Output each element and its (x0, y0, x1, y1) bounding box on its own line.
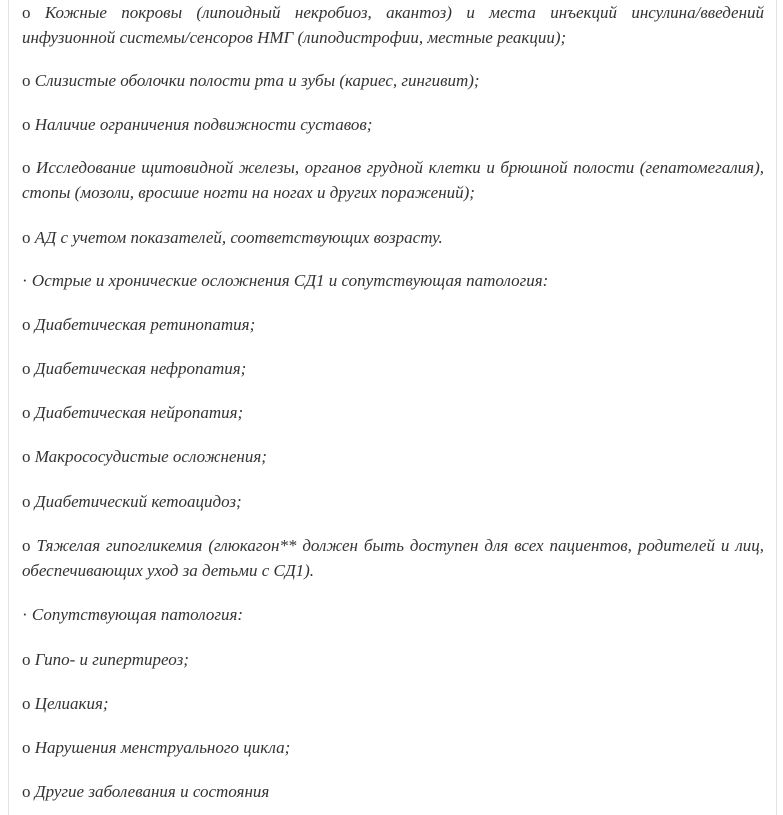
list-marker: o (22, 650, 31, 669)
list-item (22, 400, 764, 425)
list-item (22, 225, 764, 250)
list-item-text: АД с учетом показателей, соответствующих возрасту. (34, 228, 443, 247)
list-marker: o (22, 115, 31, 134)
list-item (22, 779, 764, 804)
list-item (22, 489, 764, 514)
section-heading-text: Острые и хронические осложнения СД1 и сопутствующая патология: (31, 271, 549, 290)
list-item-text: Макрососудистые осложнения; (34, 447, 267, 466)
list-marker: o (22, 492, 31, 511)
list-item-text: Слизистые оболочки полости рта и зубы (кариес, гингивит); (34, 71, 480, 90)
list-item-text: Диабетическая ретинопатия; (34, 315, 256, 334)
section-heading (22, 268, 764, 293)
list-marker: o (22, 782, 31, 801)
list-item (22, 691, 764, 716)
section-heading (22, 602, 764, 627)
list-item (22, 444, 764, 469)
list-item-text: Диабетическая нефропатия; (34, 359, 247, 378)
list-item-text: Тяжелая гипогликемия (глюкагон** должен быть доступен для всех пациентов, родителей и лиц, обеспечивающих уход за детьми с СД1). (22, 536, 764, 580)
list-item (22, 68, 764, 93)
list-item-text: Другие заболевания и состояния (34, 782, 270, 801)
bullet-marker: · (22, 605, 28, 624)
list-item-text: Наличие ограничения подвижности суставов; (34, 115, 373, 134)
list-item (22, 533, 764, 583)
list-marker: o (22, 403, 31, 422)
list-item (22, 312, 764, 337)
bullet-marker: · (22, 271, 28, 290)
list-marker: o (22, 359, 31, 378)
list-marker: o (22, 71, 31, 90)
list-marker: o (22, 228, 31, 247)
list-item-text: Диабетическая нейропатия; (34, 403, 244, 422)
list-item (22, 0, 764, 50)
list-marker: o (22, 738, 31, 757)
list-item (22, 155, 764, 205)
list-marker: o (22, 694, 31, 713)
list-marker: o (22, 536, 31, 555)
list-item (22, 356, 764, 381)
list-item (22, 112, 764, 137)
list-marker: o (22, 447, 31, 466)
list-item (22, 647, 764, 672)
list-marker: o (22, 315, 31, 334)
list-item-text: Гипо- и гипертиреоз; (34, 650, 189, 669)
list-item (22, 735, 764, 760)
list-marker: o (22, 158, 31, 177)
document-page (8, 0, 777, 815)
list-item-text: Кожные покровы (липоидный некробиоз, акантоз) и места инъекций инсулина/введений инфузионной системы/сенсоров НМГ (липодистрофии, местные реакции); (22, 3, 765, 47)
list-item-text: Диабетический кетоацидоз; (34, 492, 242, 511)
list-item-text: Целиакия; (34, 694, 109, 713)
section-heading-text: Сопутствующая патология: (31, 605, 244, 624)
list-item-text: Исследование щитовидной железы, органов грудной клетки и брюшной полости (гепатомегалия), стопы (мозоли, вросшие ногти на ногах и других поражений); (22, 158, 764, 202)
list-marker: o (22, 3, 31, 22)
list-item-text: Нарушения менструального цикла; (34, 738, 291, 757)
